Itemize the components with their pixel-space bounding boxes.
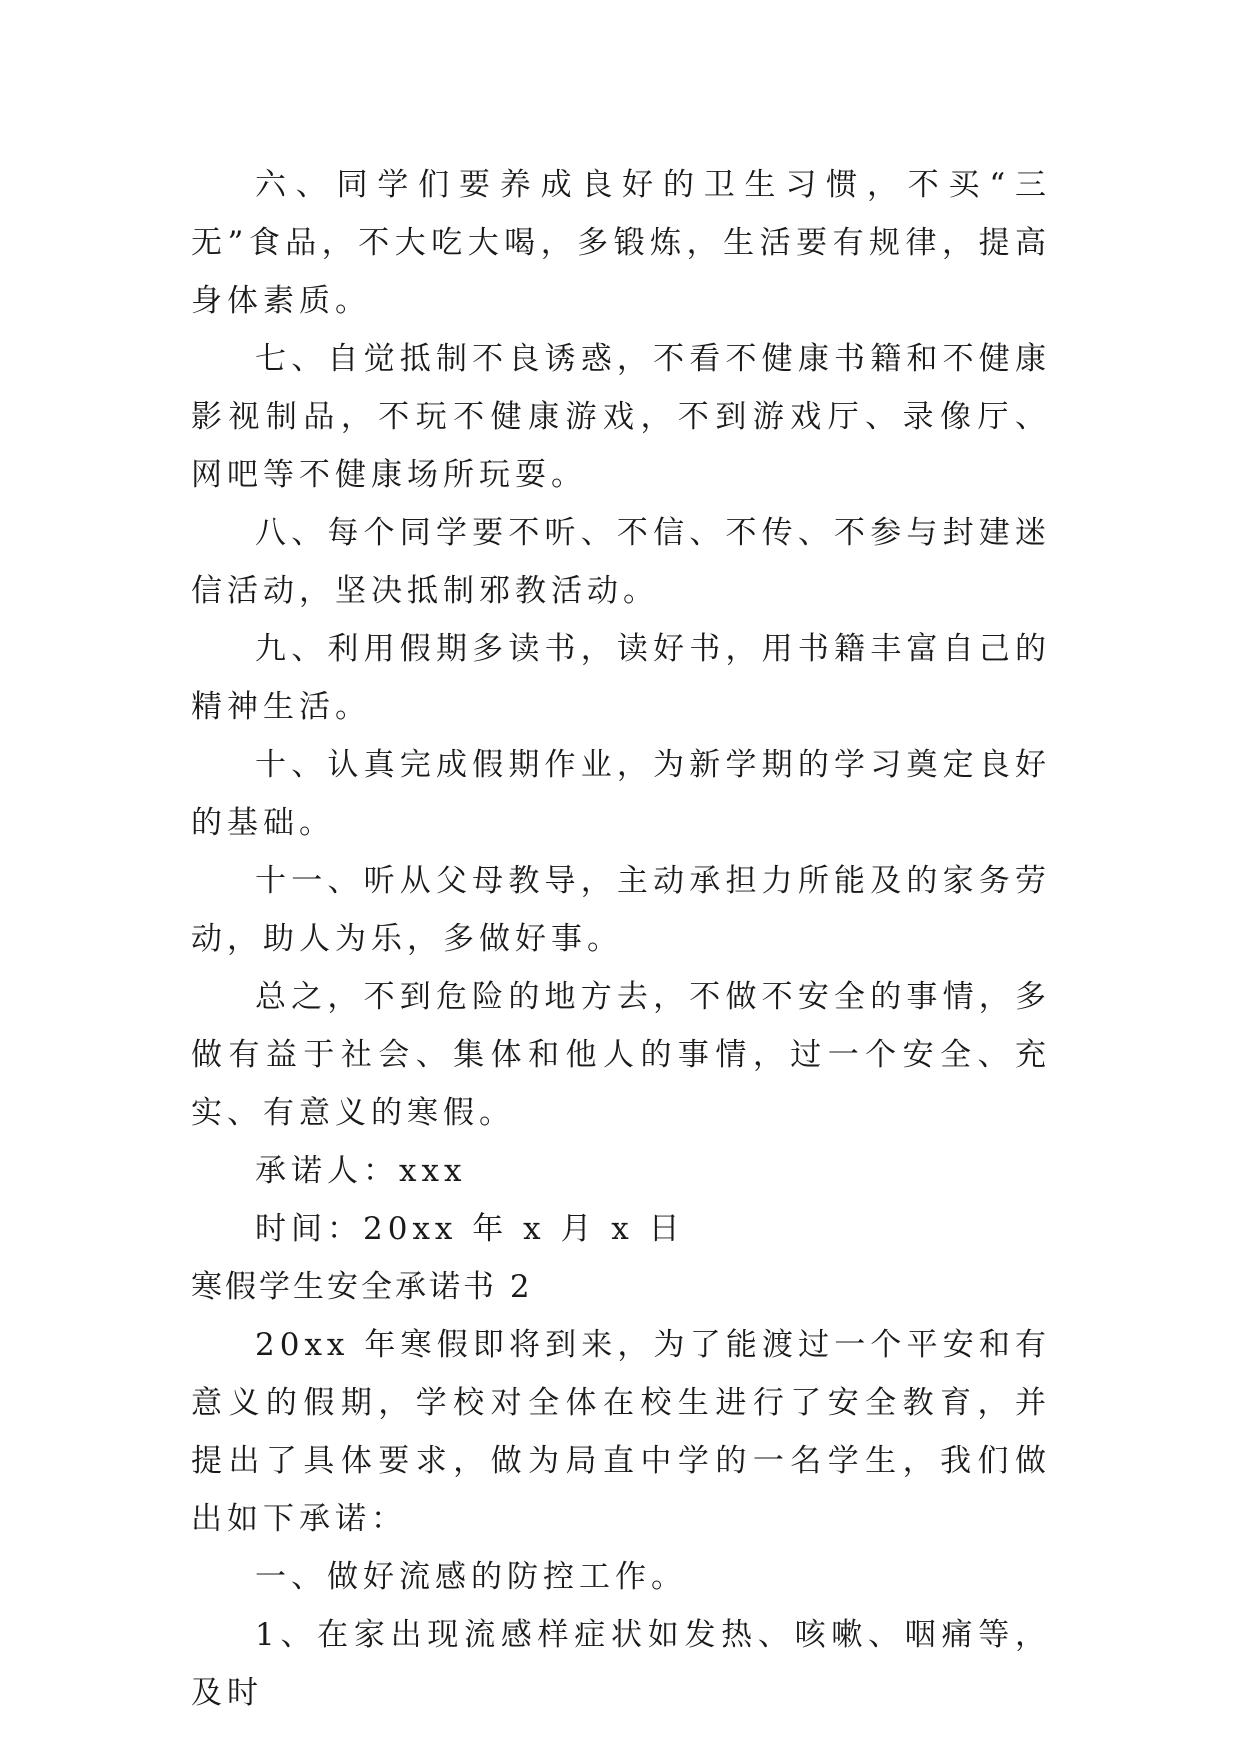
paragraph-item-8: 八、每个同学要不听、不信、不传、不参与封建迷信活动，坚决抵制邪教活动。 [191, 515, 1051, 609]
section-title: 寒假学生安全承诺书 2 [191, 1269, 533, 1305]
paragraph-summary: 总之，不到危险的地方去，不做不安全的事情，多做有益于社会、集体和他人的事情，过一个安全、充实、有意义的寒假。 [191, 979, 1051, 1131]
date-line: 时间：20xx 年 x 月 x 日 [255, 1211, 685, 1247]
paragraph-intro: 20xx 年寒假即将到来，为了能渡过一个平安和有意义的假期，学校对全体在校生进行了安全教育，并提出了具体要求，做为局直中学的一名学生，我们做出如下承诺： [191, 1327, 1051, 1537]
paragraph-item-9: 九、利用假期多读书，读好书，用书籍丰富自己的精神生活。 [191, 631, 1051, 725]
document-body [191, 156, 1051, 1722]
paragraph-item-11: 十一、听从父母教导，主动承担力所能及的家务劳动，助人为乐，多做好事。 [191, 863, 1051, 957]
paragraph-item-6: 六、同学们要养成良好的卫生习惯，不买“三无”食品，不大吃大喝，多锻炼，生活要有规律，提高身体素质。 [191, 167, 1051, 319]
paragraph-item-7: 七、自觉抵制不良诱惑，不看不健康书籍和不健康影视制品，不玩不健康游戏，不到游戏厅、录像厅、网吧等不健康场所玩耍。 [191, 341, 1051, 493]
paragraph-subitem-1: 1、在家出现流感样症状如发热、咳嗽、咽痛等，及时 [191, 1617, 1051, 1711]
paragraph-item-1-heading: 一、做好流感的防控工作。 [255, 1559, 687, 1595]
promisor-line: 承诺人：xxx [255, 1153, 467, 1189]
paragraph-item-10: 十、认真完成假期作业，为新学期的学习奠定良好的基础。 [191, 747, 1051, 841]
